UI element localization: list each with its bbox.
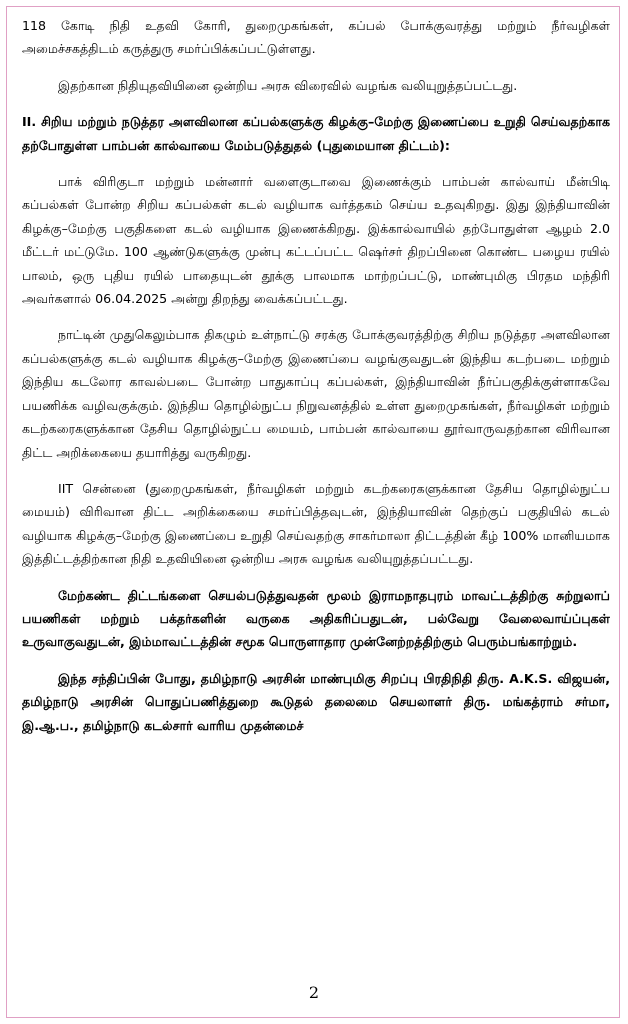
document-page (22, 14, 610, 964)
section-heading-pamban-canal: II. சிறிய மற்றும் நடுத்தர அளவிலான கப்பல்களுக்கு கிழக்கு–மேற்கு இணைப்பை உறுதி செய்வதற்காக தற்போதுள்ள பாம்பன் கால்வாயை மேம்படுத்துதல் (புதுமையான திட்டம்): (22, 114, 610, 153)
paragraph-meeting-attendees: இந்த சந்திப்பின் போது, தமிழ்நாடு அரசின் மாண்புமிகு சிறப்பு பிரதிநிதி திரு. A.K.S. விஜயன், தமிழ்நாடு அரசின் பொதுப்பணித்துறை கூடுதல் தலைமை செயலாளர் திரு. மங்கத்ராம் சர்மா, இ.ஆ.ப., தமிழ்நாடு கடல்சார் வாரிய முதன்மைச் (22, 670, 610, 733)
paragraph-funding-request: 118 கோடி நிதி உதவி கோரி, துறைமுகங்கள், கப்பல் போக்குவரத்து மற்றும் நீர்வழிகள் அமைச்சகத்திடம் கருத்துரு சமர்ப்பிக்கப்பட்டுள்ளது. (22, 18, 610, 57)
paragraph-pamban-canal: பாக் விரிகுடா மற்றும் மன்னார் வளைகுடாவை இணைக்கும் பாம்பன் கால்வாய் மீன்பிடி கப்பல்கள் போன்ற சிறிய கப்பல்கள் கடல் வழியாக வர்த்தகம் செய்ய உதவுகிறது. இது இந்தியாவின் கிழக்கு–மேற்கு பகுதிகளை கடல் வழியாக இணைக்கிறது. இக்கால்வாயில் தற்போதுள்ள ஆழம் 2.0 மீட்டர் மட்டுமே. 100 ஆண்டுகளுக்கு முன்பு கட்டப்பட்ட ஷெர்சர் திறப்பினை கொண்ட பழைய ரயில் பாலம், ஒரு புதிய ரயில் பாதையுடன் தூக்கு பாலமாக மாற்றப்பட்டு, மாண்புமிகு பிரதம மந்திரி அவர்களால் 06.04.2025 அன்று திறந்து வைக்கப்பட்டது. (22, 174, 610, 307)
paragraph-funding-urge: இதற்கான நிதியுதவியினை ஒன்றிய அரசு விரைவில் வழங்க வலியுறுத்தப்பட்டது. (58, 77, 518, 93)
page-number: 2 (308, 983, 320, 1002)
paragraph-benefits: மேற்கண்ட திட்டங்களை செயல்படுத்துவதன் மூலம் இராமநாதபுரம் மாவட்டத்திற்கு சுற்றுலாப் பயணிகள் மற்றும் பக்தர்களின் வருகை அதிகரிப்பதுடன், பல்வேறு வேலைவாய்ப்புகள் உருவாகுவதுடன், இம்மாவட்டத்தின் சமூக பொருளாதார முன்னேற்றத்திற்கும் பெரும்பங்காற்றும். (22, 587, 610, 650)
paragraph-iit-chennai: IIT சென்னை (துறைமுகங்கள், நீர்வழிகள் மற்றும் கடற்கரைகளுக்கான தேசிய தொழில்நுட்ப மையம்) விரிவான திட்ட அறிக்கையை சமர்ப்பித்தவுடன், இந்தியாவின் தெற்குப் பகுதியில் கடல் வழியாக கிழக்கு–மேற்கு இணைப்பை உறுதி செய்வதற்கு சாகர்மாலா திட்டத்தின் கீழ் 100% மானியமாக இத்திட்டத்திற்கான நிதி உதவியினை ஒன்றிய அரசு வழங்க வலியுறுத்தப்பட்டது. (22, 480, 610, 567)
paragraph-connectivity: நாட்டின் முதுகெலும்பாக திகழும் உள்நாட்டு சரக்கு போக்குவரத்திற்கு சிறிய நடுத்தர அளவிலான கப்பல்களுக்கு கடல் வழியாக கிழக்கு–மேற்கு இணைப்பை வழங்குவதுடன் இந்திய கடற்படை மற்றும் இந்திய கடலோர காவல்படை போன்ற பாதுகாப்பு கப்பல்கள், இந்தியாவின் நீர்ப்பகுதிக்குள்ளாகவே பயணிக்க வழிவகுக்கும். இந்திய தொழில்நுட்ப நிறுவனத்தில் உள்ள துறைமுகங்கள், நீர்வழிகள் மற்றும் கடற்கரைகளுக்கான தேசிய தொழில்நுட்ப மையம், பாம்பன் கால்வாயை தூர்வாருவதற்கான விரிவான திட்ட அறிக்கையை தயாரித்து வருகிறது. (22, 327, 610, 460)
